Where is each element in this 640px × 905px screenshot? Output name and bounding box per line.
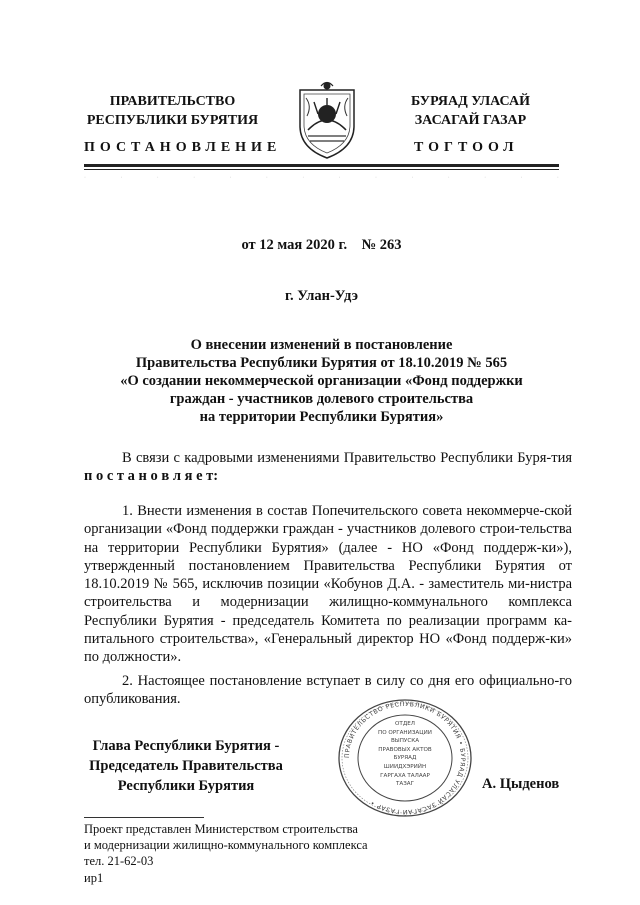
doc-type-right: ТОГТООЛ bbox=[414, 140, 519, 155]
stamp-line: ВЫПУСКА bbox=[390, 738, 420, 745]
city: г. Улан-Удэ bbox=[285, 288, 358, 304]
title-line: на территории Республики Бурятия» bbox=[199, 409, 444, 425]
header-rule-thick bbox=[84, 164, 559, 167]
header-rule-thin bbox=[84, 169, 559, 170]
stamp-line: ТАЗАГ bbox=[395, 781, 415, 788]
signature-position-line3: Республики Бурятия bbox=[117, 778, 255, 794]
paragraph-2: 2. Настоящее постановление вступает в силу со дня его официально-го опубликования. bbox=[84, 673, 572, 708]
header-right-line1: БУРЯАД УЛАСАЙ bbox=[411, 94, 530, 109]
signature-position-line1: Глава Республики Бурятия - bbox=[92, 738, 280, 754]
header-left-line2: РЕСПУБЛИКИ БУРЯТИЯ bbox=[86, 113, 259, 128]
doc-type-left: ПОСТАНОВЛЕНИЕ bbox=[84, 140, 282, 155]
intro-emphasis: п о с т а н о в л я е т: bbox=[84, 468, 219, 485]
stamp-ring-text: ПРАВИТЕЛЬСТВО РЕСПУБЛИКИ БУРЯТИЯ • БУРЯАД УЛАСАЙ ЗАСАГАЙ ГАЗАР • bbox=[343, 700, 467, 816]
signatory-name: А. Цыденов bbox=[482, 776, 560, 792]
title-line: граждан - участников долевого строительства bbox=[169, 391, 474, 407]
signature-position bbox=[70, 736, 302, 796]
stamp-line: ПО ОРГАНИЗАЦИИ bbox=[378, 729, 432, 736]
header-dotted-line: · · · · · · · · · · · · · · bbox=[84, 175, 559, 181]
date-number: от 12 мая 2020 г. № 263 bbox=[241, 237, 402, 253]
stamp-line: ПРАВОВЫХ АКТОВ bbox=[378, 746, 432, 753]
official-stamp bbox=[330, 698, 480, 818]
footer-rule bbox=[84, 817, 204, 818]
paragraph-1: 1. Внести изменения в состав Попечительского совета некоммерче-ской организации «Фонд поддержки граждан - участников долевого строи-тельства на территории Республики Бурятия» (далее - НО «Фонд поддерж-ки»), утвержденный постановлением Правительства Республики Бурятия от 18.10.2019 № 565, исключив позиции «Кобунов Д.А. - заместитель ми-нистра строительства и модернизации жилищно-коммунального комплекса Республики Бурятия - председатель Комитета по реализации программ ка-питального строительства», «Генеральный директор НО «Фонд поддерж-ки» по должности». bbox=[84, 503, 572, 666]
title-line: О внесении изменений в постановление bbox=[190, 337, 453, 353]
coat-of-arms-emblem bbox=[292, 80, 362, 160]
stamp-inner-text bbox=[365, 720, 445, 789]
stamp-line: БУРЯАД bbox=[393, 755, 417, 762]
stamp-line: ШИИДХЭРИЙН bbox=[383, 763, 427, 770]
intro-paragraph bbox=[84, 449, 572, 486]
stamp-line: ГАРГАХА ТАЛААР bbox=[380, 772, 430, 779]
coat-of-arms-icon bbox=[292, 80, 362, 160]
footer-initials: ир1 bbox=[84, 871, 104, 885]
header-left-line1: ПРАВИТЕЛЬСТВО bbox=[109, 94, 236, 109]
footer-line2: и модернизации жилищно-коммунального комплекса bbox=[84, 838, 368, 852]
header-right-line2: ЗАСАГАЙ ГАЗАР bbox=[414, 113, 527, 128]
title-line: Правительства Республики Бурятия от 18.10.2019 № 565 bbox=[135, 355, 508, 371]
footer-line3: тел. 21-62-03 bbox=[84, 854, 154, 868]
header-left bbox=[70, 92, 275, 130]
signature-position-line2: Председатель Правительства bbox=[89, 758, 283, 774]
footer-note bbox=[84, 821, 504, 869]
header-right bbox=[368, 92, 573, 130]
document-title bbox=[84, 336, 559, 426]
footer-line1: Проект представлен Министерством строительства bbox=[84, 822, 358, 836]
stamp-line: ОТДЕЛ bbox=[395, 721, 415, 727]
intro-text: В связи с кадровыми изменениями Правительство Республики Буря-тия bbox=[122, 450, 572, 466]
title-line: «О создании некоммерческой организации «Фонд поддержки bbox=[120, 373, 523, 389]
